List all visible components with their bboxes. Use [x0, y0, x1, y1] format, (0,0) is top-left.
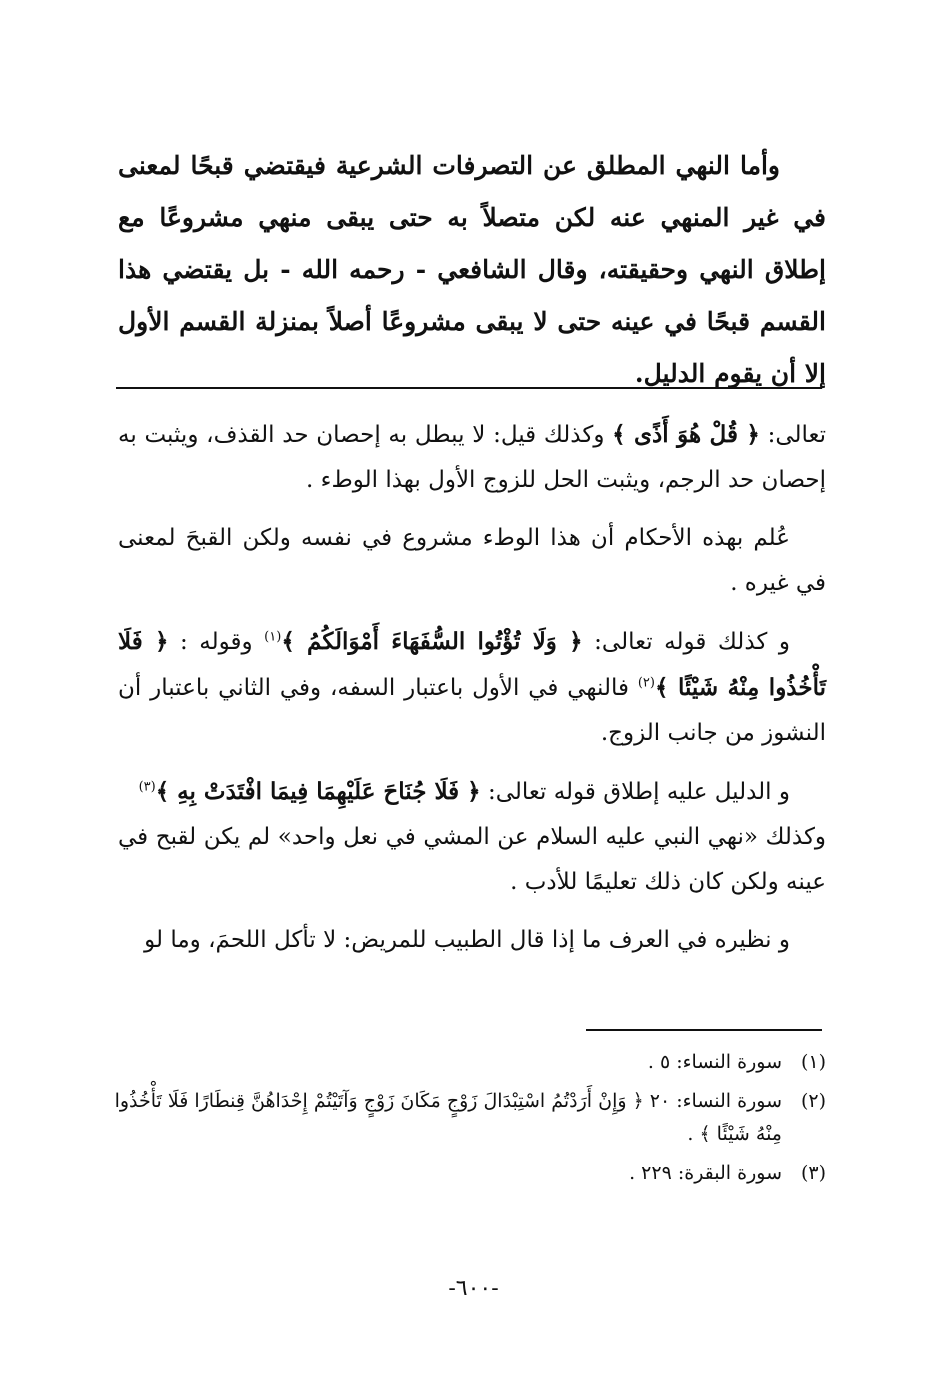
footnote [110, 1157, 826, 1190]
footnote [110, 1085, 826, 1151]
text-run: لم يكن لقبح في عينه ولكن كان ذلك تعليمًا للأدب . [118, 824, 826, 895]
commentary-paragraph-5: و نظيره في العرف ما إذا قال الطبيب للمريض: لا تأكل اللحمَ، وما لو [144, 927, 790, 953]
commentary-paragraph-3 [118, 619, 826, 756]
text-run: وكذلك [757, 824, 826, 850]
main-text [118, 140, 826, 400]
commentary-paragraph-1 [118, 412, 826, 503]
quran-quote: ﴿ فَلَا تَأْخُذُوا مِنْهُ شَيْئًا ﴾ [118, 628, 827, 701]
footnote-separator [586, 1029, 822, 1031]
footnote-ref[interactable]: (٣) [138, 779, 156, 795]
footnote-text: سورة البقرة: ٢٢٩ . [629, 1162, 782, 1184]
footnote-number: (٣) [800, 1162, 826, 1184]
footnote-ref[interactable]: (١) [264, 629, 282, 645]
commentary [118, 412, 826, 976]
main-text-separator [116, 387, 822, 389]
text-run: تعالى: [759, 422, 826, 448]
quran-quote: ﴿ وَلَا تُؤْتُوا السُّفَهَاءَ أَمْوَالَكُمُ ﴾ [281, 628, 583, 655]
quran-quote: ﴿ فَلَا جُنَاحَ عَلَيْهِمَا فِيمَا افْتَدَتْ بِهِ ﴾ [155, 778, 481, 805]
footnote-number: (٢) [800, 1090, 826, 1112]
page-number: -٦٠٠- [448, 1276, 499, 1301]
text-run: فالنهي في الأول باعتبار السفه، وفي الثاني باعتبار أن النشوز من جانب الزوج. [118, 675, 826, 746]
footnote-ref[interactable]: (٢) [637, 675, 655, 691]
footnote [110, 1046, 826, 1079]
footnote-text: سورة النساء: ٢٠ ﴿ وَإِنْ أَرَدْتُمُ اسْتِبْدَالَ زَوْجٍ مَكَانَ زَوْجٍ وَآتَيْتُمْ إِحْدَاهُنَّ قِنطَارًا فَلَا تَأْخُذُوا مِنْهُ شَيْئًا ﴾ . [114, 1090, 782, 1145]
quran-quote: ﴿ قُلْ هُوَ أَذًى ﴾ [612, 421, 760, 448]
hadith-quote: «نهي النبي عليه السلام عن المشي في نعل واحد» [277, 824, 758, 850]
commentary-paragraph-2: عُلم بهذه الأحكام أن هذا الوطء مشروع في نفسه ولكن القبحَ لمعنى في غيره . [118, 525, 826, 596]
main-paragraph: وأما النهي المطلق عن التصرفات الشرعية فيقتضي قبحًا لمعنى في غير المنهي عنه لكن متصلاً به حتى يبقى منهي مشروعًا مع إطلاق النهي وحقيقته، وقال الشافعي - رحمه الله - بل يقتضي هذا القسم قبحًا في عينه حتى لا يبقى مشروعًا أصلاً بمنزلة القسم الأول إلا أن يقوم الدليل. [118, 151, 826, 388]
text-run: وقوله : [168, 629, 265, 655]
text-run: و الدليل عليه إطلاق قوله تعالى: [480, 779, 790, 805]
commentary-paragraph-4 [118, 769, 826, 905]
text-run: و كذلك قوله تعالى: [582, 629, 790, 655]
footnote-number: (١) [800, 1051, 826, 1073]
footnote-text: سورة النساء: ٥ . [647, 1051, 782, 1073]
text-run: وكذلك قيل: لا يبطل به إحصان حد القذف، ويثبت به إحصان حد الرجم، ويثبت الحل للزوج الأول بهذا الوطء . [118, 422, 826, 493]
footnotes [110, 1046, 826, 1196]
